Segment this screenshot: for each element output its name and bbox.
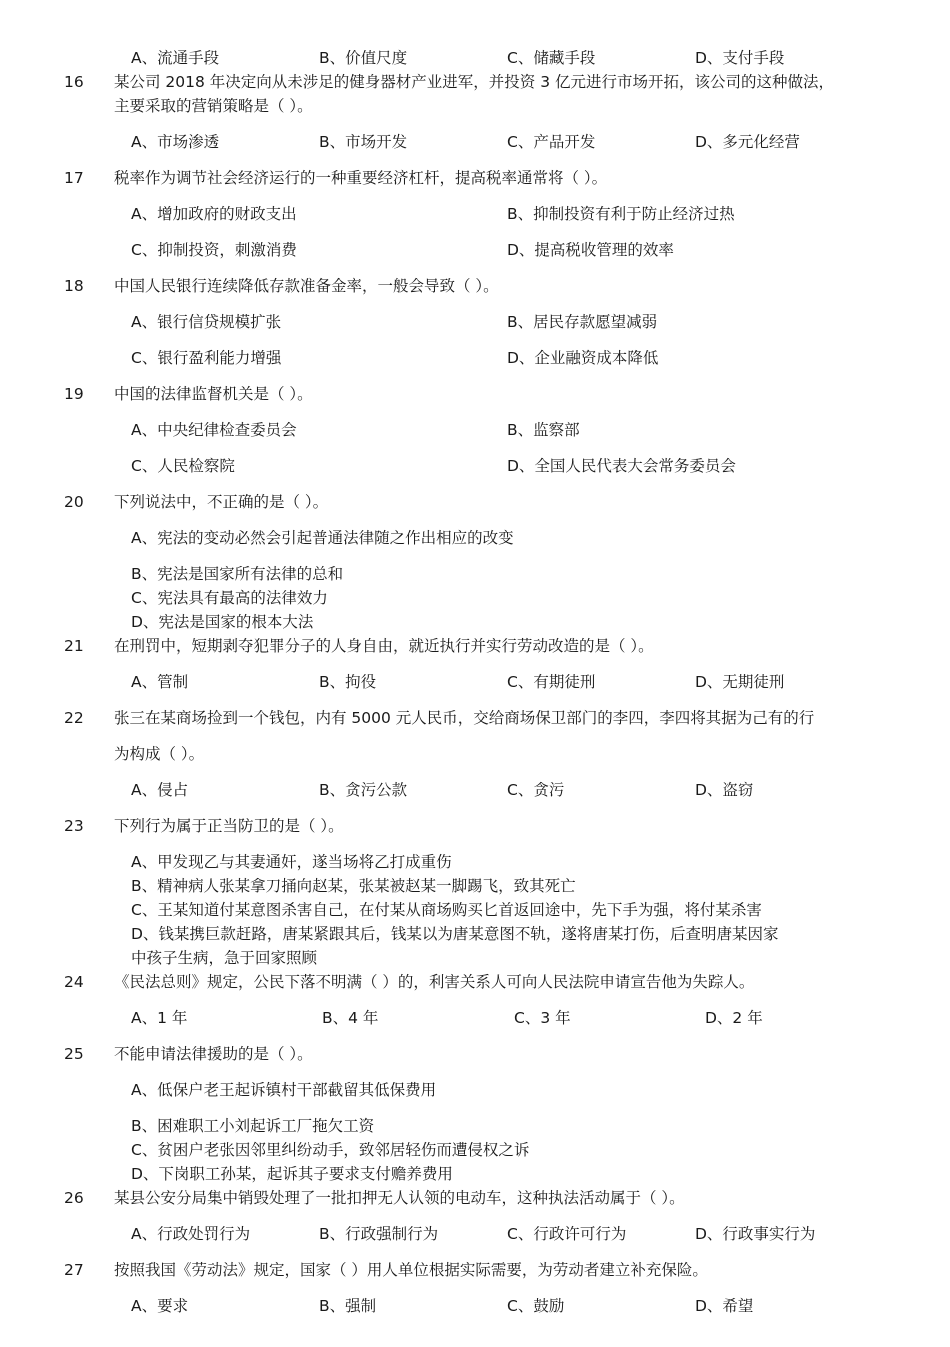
q16-option-a: A、市场渗透 xyxy=(131,133,220,151)
q19-number: 19 xyxy=(64,385,84,403)
q27-option-b: B、强制 xyxy=(319,1297,377,1315)
q24-question: 《民法总则》规定，公民下落不明满（ ）的，利害关系人可向人民法院申请宣告他为失踪人。 xyxy=(114,973,755,991)
q18-option-b: B、居民存款愿望减弱 xyxy=(507,313,658,331)
q27-number: 27 xyxy=(64,1261,84,1279)
q19-option-a: A、中央纪律检查委员会 xyxy=(131,421,297,439)
q15-option-d: D、支付手段 xyxy=(695,49,785,67)
q15-option-b: B、价值尺度 xyxy=(319,49,408,67)
q22-question-cont: 为构成（ ）。 xyxy=(114,745,205,763)
q17-number: 17 xyxy=(64,169,84,187)
q23-option-c: C、王某知道付某意图杀害自己，在付某从商场购买匕首返回途中，先下手为强，将付某杀害 xyxy=(131,901,762,919)
q23-option-b: B、精神病人张某拿刀捅向赵某，张某被赵某一脚踢飞，致其死亡 xyxy=(131,877,576,895)
q16-question: 某公司 2018 年决定向从未涉足的健身器材产业进军，并投资 3 亿元进行市场开拓，该公司的这种做法， xyxy=(114,73,835,91)
q21-option-a: A、管制 xyxy=(131,673,189,691)
q26-option-b: B、行政强制行为 xyxy=(319,1225,439,1243)
q23-number: 23 xyxy=(64,817,84,835)
q25-question: 不能申请法律援助的是（ ）。 xyxy=(114,1045,313,1063)
q18-option-c: C、银行盈利能力增强 xyxy=(131,349,282,367)
q22-number: 22 xyxy=(64,709,84,727)
q21-option-d: D、无期徒刑 xyxy=(695,673,785,691)
q23-option-a: A、甲发现乙与其妻通奸，遂当场将乙打成重伤 xyxy=(131,853,452,871)
q23-question: 下列行为属于正当防卫的是（ ）。 xyxy=(114,817,344,835)
q24-option-c: C、3 年 xyxy=(514,1009,571,1027)
q17-option-d: D、提高税收管理的效率 xyxy=(507,241,674,259)
q25-option-d: D、下岗职工孙某，起诉其子要求支付赡养费用 xyxy=(131,1165,453,1183)
q20-option-a: A、宪法的变动必然会引起普通法律随之作出相应的改变 xyxy=(131,529,514,547)
q21-option-b: B、拘役 xyxy=(319,673,377,691)
q15-option-c: C、储藏手段 xyxy=(507,49,596,67)
q21-question: 在刑罚中，短期剥夺犯罪分子的人身自由，就近执行并实行劳动改造的是（ ）。 xyxy=(114,637,654,655)
q19-option-b: B、监察部 xyxy=(507,421,580,439)
q16-question-cont: 主要采取的营销策略是（ ）。 xyxy=(114,97,313,115)
q19-option-d: D、全国人民代表大会常务委员会 xyxy=(507,457,736,475)
q22-option-d: D、盗窃 xyxy=(695,781,754,799)
q25-option-b: B、困难职工小刘起诉工厂拖欠工资 xyxy=(131,1117,375,1135)
q26-option-c: C、行政许可行为 xyxy=(507,1225,627,1243)
q27-option-c: C、鼓励 xyxy=(507,1297,565,1315)
q27-option-d: D、希望 xyxy=(695,1297,754,1315)
q21-number: 21 xyxy=(64,637,84,655)
q20-option-c: C、宪法具有最高的法律效力 xyxy=(131,589,328,607)
q15-option-a: A、流通手段 xyxy=(131,49,220,67)
q22-question: 张三在某商场捡到一个钱包，内有 5000 元人民币，交给商场保卫部门的李四，李四将其据为己有的行 xyxy=(114,709,815,727)
q16-option-d: D、多元化经营 xyxy=(695,133,800,151)
q20-question: 下列说法中，不正确的是（ ）。 xyxy=(114,493,329,511)
q23-option-d: D、钱某携巨款赶路，唐某紧跟其后，钱某以为唐某意图不轨，遂将唐某打伤，后查明唐某因家 xyxy=(131,925,779,943)
q26-option-a: A、行政处罚行为 xyxy=(131,1225,251,1243)
q18-question: 中国人民银行连续降低存款准备金率，一般会导致（ ）。 xyxy=(114,277,499,295)
q21-option-c: C、有期徒刑 xyxy=(507,673,596,691)
q25-option-c: C、贫困户老张因邻里纠纷动手，致邻居轻伤而遭侵权之诉 xyxy=(131,1141,530,1159)
q24-option-a: A、1 年 xyxy=(131,1009,188,1027)
q17-option-c: C、抑制投资，刺激消费 xyxy=(131,241,297,259)
q19-option-c: C、人民检察院 xyxy=(131,457,235,475)
q26-question: 某县公安分局集中销毁处理了一批扣押无人认领的电动车，这种执法活动属于（ ）。 xyxy=(114,1189,685,1207)
q16-option-b: B、市场开发 xyxy=(319,133,408,151)
q17-option-a: A、增加政府的财政支出 xyxy=(131,205,297,223)
q22-option-a: A、侵占 xyxy=(131,781,189,799)
q17-option-b: B、抑制投资有利于防止经济过热 xyxy=(507,205,735,223)
q26-number: 26 xyxy=(64,1189,84,1207)
q25-option-a: A、低保户老王起诉镇村干部截留其低保费用 xyxy=(131,1081,437,1099)
q20-number: 20 xyxy=(64,493,84,511)
q16-option-c: C、产品开发 xyxy=(507,133,596,151)
q24-option-d: D、2 年 xyxy=(705,1009,763,1027)
q26-option-d: D、行政事实行为 xyxy=(695,1225,816,1243)
q27-option-a: A、要求 xyxy=(131,1297,189,1315)
q20-option-d: D、宪法是国家的根本大法 xyxy=(131,613,314,631)
q18-option-a: A、银行信贷规模扩张 xyxy=(131,313,282,331)
q22-option-c: C、贪污 xyxy=(507,781,565,799)
q25-number: 25 xyxy=(64,1045,84,1063)
q23-option-d-cont: 中孩子生病，急于回家照顾 xyxy=(131,949,318,967)
q27-question: 按照我国《劳动法》规定，国家（ ）用人单位根据实际需要，为劳动者建立补充保险。 xyxy=(114,1261,708,1279)
q22-option-b: B、贪污公款 xyxy=(319,781,408,799)
q18-option-d: D、企业融资成本降低 xyxy=(507,349,659,367)
q17-question: 税率作为调节社会经济运行的一种重要经济杠杆，提高税率通常将（ ）。 xyxy=(114,169,608,187)
q19-question: 中国的法律监督机关是（ ）。 xyxy=(114,385,313,403)
q20-option-b: B、宪法是国家所有法律的总和 xyxy=(131,565,344,583)
q24-number: 24 xyxy=(64,973,84,991)
q16-number: 16 xyxy=(64,73,84,91)
q18-number: 18 xyxy=(64,277,84,295)
q24-option-b: B、4 年 xyxy=(322,1009,379,1027)
